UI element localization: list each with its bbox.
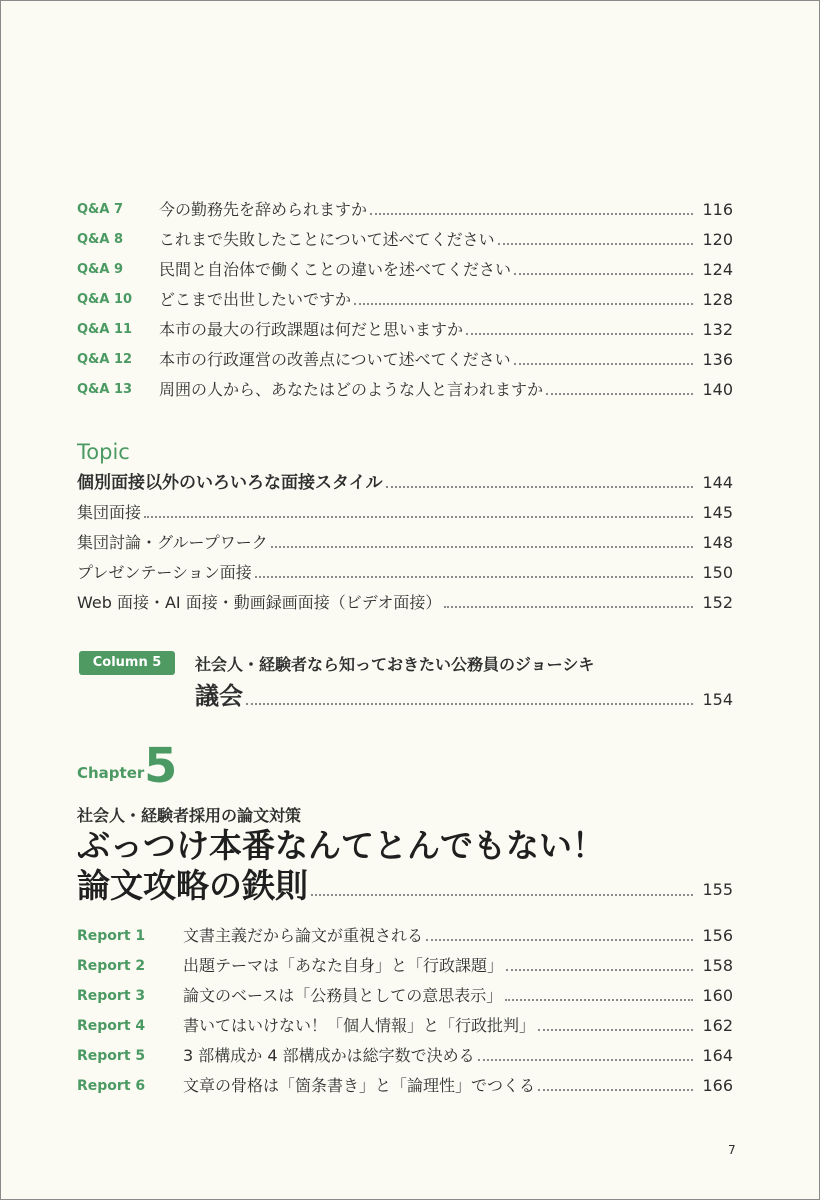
- entry-title: 個別面接以外のいろいろな面接スタイル: [77, 473, 383, 493]
- chapter-label: Chapter: [77, 764, 145, 782]
- entry-label: Report 3: [77, 988, 146, 1004]
- leader-dots: [444, 606, 693, 608]
- entry-page: 136: [702, 350, 733, 369]
- entry-title: Web 面接・AI 面接・動画録画面接（ビデオ面接）: [77, 593, 442, 612]
- toc-entry-column[interactable]: [195, 680, 733, 710]
- entry-label: Report 5: [77, 1048, 146, 1064]
- leader-dots: [498, 243, 693, 245]
- entry-title: 議会: [195, 682, 243, 710]
- entry-page: 150: [702, 563, 733, 582]
- leader-dots: [505, 999, 693, 1001]
- toc-entry-chapter[interactable]: [77, 866, 733, 906]
- entry-page: 152: [702, 593, 733, 612]
- toc-entry-topic-item[interactable]: [77, 591, 733, 613]
- page-number: 7: [728, 1143, 736, 1157]
- toc-entry-qa-10[interactable]: [77, 288, 733, 310]
- entry-label: Q&A 9: [77, 262, 124, 277]
- leader-dots: [546, 393, 693, 395]
- leader-dots: [538, 1029, 693, 1031]
- leader-dots: [386, 486, 693, 488]
- toc-entry-qa-9[interactable]: [77, 258, 733, 280]
- entry-title: プレゼンテーション面接: [77, 563, 252, 582]
- entry-page: 145: [702, 503, 733, 522]
- entry-page: 156: [702, 926, 733, 945]
- entry-title: 本市の最大の行政課題は何だと思いますか: [159, 320, 464, 339]
- entry-title: 今の勤務先を辞められますか: [159, 200, 368, 219]
- topic-heading: Topic: [77, 440, 130, 464]
- entry-title: 周囲の人から、あなたはどのような人と言われますか: [159, 380, 544, 399]
- entry-title: 文章の骨格は「箇条書き」と「論理性」でつくる: [183, 1076, 536, 1095]
- leader-dots: [311, 894, 693, 896]
- entry-page: 120: [702, 230, 733, 249]
- leader-dots: [255, 576, 693, 578]
- toc-entry-report-4[interactable]: [77, 1014, 733, 1036]
- entry-title: 集団面接: [77, 503, 142, 522]
- entry-page: 132: [702, 320, 733, 339]
- toc-entry-qa-11[interactable]: [77, 318, 733, 340]
- entry-page: 155: [702, 880, 733, 899]
- entry-label: Report 6: [77, 1078, 146, 1094]
- entry-label: Q&A 11: [77, 322, 133, 337]
- entry-title: 民間と自治体で働くことの違いを述べてください: [159, 260, 512, 279]
- entry-label: Q&A 10: [77, 292, 133, 307]
- column-subtitle: 社会人・経験者なら知っておきたい公務員のジョーシキ: [195, 655, 595, 674]
- entry-page: 164: [702, 1046, 733, 1065]
- entry-title: 論文のベースは「公務員としての意思表示」: [183, 986, 503, 1005]
- entry-page: 144: [702, 473, 733, 492]
- leader-dots: [478, 1059, 693, 1061]
- leader-dots: [506, 969, 693, 971]
- entry-page: 166: [702, 1076, 733, 1095]
- leader-dots: [466, 333, 693, 335]
- chapter-title-line2: 論文攻略の鉄則: [77, 866, 308, 905]
- chapter-title-line1: ぶっつけ本番なんてとんでもない！: [77, 826, 605, 865]
- entry-label: Q&A 7: [77, 202, 124, 217]
- entry-page: 124: [702, 260, 733, 279]
- entry-page: 148: [702, 533, 733, 552]
- entry-title: 書いてはいけない！「個人情報」と「行政批判」: [183, 1016, 536, 1035]
- entry-page: 140: [702, 380, 733, 399]
- leader-dots: [514, 363, 693, 365]
- entry-page: 160: [702, 986, 733, 1005]
- toc-entry-topic-main[interactable]: [77, 471, 733, 493]
- toc-entry-report-1[interactable]: [77, 924, 733, 946]
- leader-dots: [354, 303, 693, 305]
- entry-title: 本市の行政運営の改善点について述べてください: [159, 350, 511, 369]
- entry-title: 集団討論・グループワーク: [77, 533, 268, 552]
- leader-dots: [144, 516, 693, 518]
- toc-entry-qa-8[interactable]: [77, 228, 733, 250]
- leader-dots: [246, 703, 693, 705]
- toc-entry-qa-12[interactable]: [77, 348, 733, 370]
- chapter-number: 5: [144, 738, 178, 794]
- entry-page: 162: [702, 1016, 733, 1035]
- entry-page: 116: [702, 200, 733, 219]
- leader-dots: [426, 939, 693, 941]
- entry-title: 文書主義だから論文が重視される: [183, 926, 424, 945]
- entry-label: Report 4: [77, 1018, 146, 1034]
- column-badge: Column 5: [79, 651, 175, 675]
- entry-page: 158: [702, 956, 733, 975]
- toc-entry-topic-item[interactable]: [77, 501, 733, 523]
- chapter-subtitle: 社会人・経験者採用の論文対策: [77, 806, 302, 825]
- leader-dots: [538, 1089, 693, 1091]
- entry-title: 3 部構成か 4 部構成かは総字数で決める: [183, 1046, 475, 1065]
- toc-entry-qa-13[interactable]: [77, 378, 733, 400]
- entry-label: Q&A 13: [77, 382, 133, 397]
- toc-entry-report-5[interactable]: [77, 1044, 733, 1066]
- entry-page: 128: [702, 290, 733, 309]
- entry-title: どこまで出世したいですか: [159, 290, 352, 309]
- leader-dots: [370, 213, 693, 215]
- entry-title: これまで失敗したことについて述べてください: [159, 230, 495, 249]
- entry-label: Report 2: [77, 958, 146, 974]
- entry-label: Report 1: [77, 928, 146, 944]
- entry-title: 出題テーマは「あなた自身」と「行政課題」: [183, 956, 504, 975]
- leader-dots: [271, 546, 693, 548]
- toc-entry-topic-item[interactable]: [77, 561, 733, 583]
- toc-entry-report-2[interactable]: [77, 954, 733, 976]
- entry-label: Q&A 8: [77, 232, 124, 247]
- toc-entry-report-3[interactable]: [77, 984, 733, 1006]
- entry-label: Q&A 12: [77, 352, 133, 367]
- toc-entry-report-6[interactable]: [77, 1074, 733, 1096]
- toc-entry-topic-item[interactable]: [77, 531, 733, 553]
- leader-dots: [514, 273, 693, 275]
- entry-page: 154: [702, 690, 733, 709]
- toc-entry-qa-7[interactable]: [77, 198, 733, 220]
